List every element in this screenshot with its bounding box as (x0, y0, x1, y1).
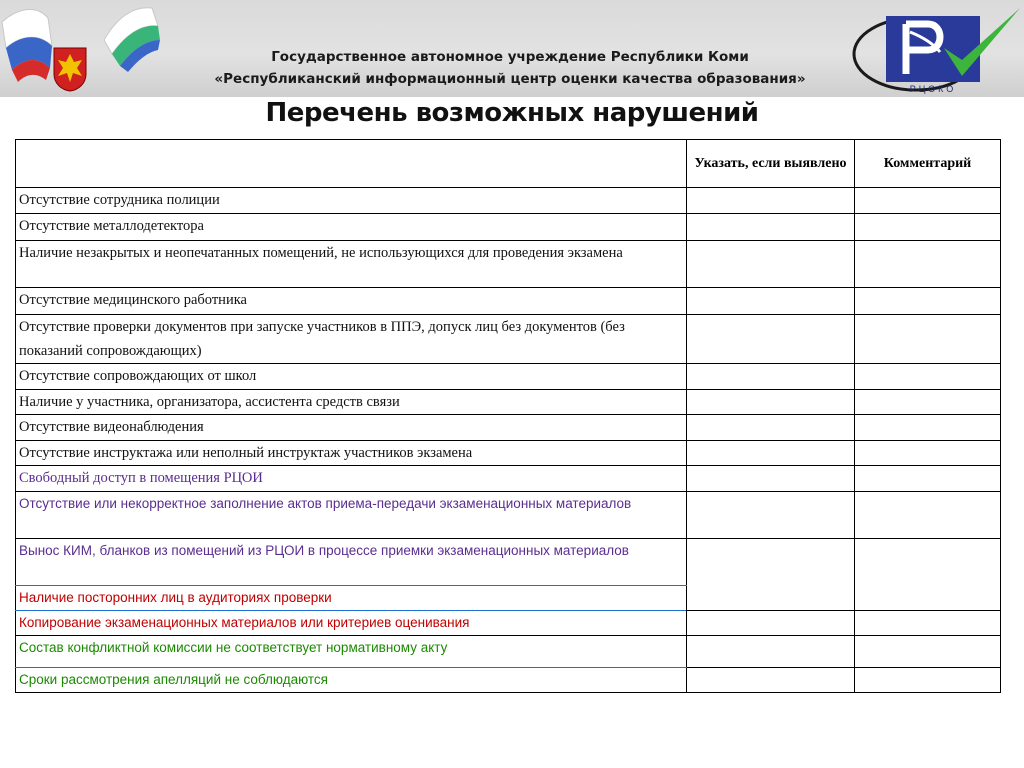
comment-cell[interactable] (855, 539, 1001, 611)
indicate-cell[interactable] (687, 492, 855, 539)
table-row (16, 390, 1001, 415)
table-row (16, 364, 1001, 390)
violation-text: Наличие незакрытых и неопечатанных помещений, не использующихся для проведения экзамена (16, 241, 687, 288)
comment-cell[interactable] (855, 415, 1001, 441)
table-row (16, 241, 1001, 288)
violation-text: Наличие у участника, организатора, ассистента средств связи (16, 390, 687, 415)
table-header-row (16, 140, 1001, 188)
violation-text: Наличие посторонних лиц в аудиториях проверки (16, 586, 687, 611)
indicate-cell[interactable] (687, 611, 855, 636)
indicate-cell[interactable] (687, 636, 855, 668)
violation-text: Состав конфликтной комиссии не соответствует нормативному акту (16, 636, 687, 668)
violation-text: Сроки рассмотрения апелляций не соблюдаются (16, 668, 687, 693)
table-row (16, 288, 1001, 315)
comment-cell[interactable] (855, 288, 1001, 315)
comment-cell[interactable] (855, 364, 1001, 390)
violation-text: Отсутствие инструктажа или неполный инструктаж участников экзамена (16, 441, 687, 466)
column-header-indicate: Указать, если выявлено (687, 140, 855, 188)
table-row (16, 315, 1001, 364)
indicate-cell[interactable] (687, 188, 855, 214)
table-row (16, 214, 1001, 241)
violation-text: Отсутствие сопровождающих от школ (16, 364, 687, 390)
column-header-comment: Комментарий (855, 140, 1001, 188)
organization-name: Государственное автономное учреждение Республики Коми (271, 49, 749, 65)
indicate-cell[interactable] (687, 466, 855, 492)
indicate-cell[interactable] (687, 415, 855, 441)
indicate-cell[interactable] (687, 364, 855, 390)
violation-text: Отсутствие или некорректное заполнение актов приема-передачи экзаменационных материалов (16, 492, 687, 539)
table-row (16, 611, 1001, 636)
column-header-violation (16, 140, 687, 188)
indicate-cell[interactable] (687, 539, 855, 611)
table-row (16, 188, 1001, 214)
violation-text: Отсутствие медицинского работника (16, 288, 687, 315)
indicate-cell[interactable] (687, 241, 855, 288)
violations-table (15, 139, 1001, 693)
comment-cell[interactable] (855, 611, 1001, 636)
table-row (16, 539, 1001, 586)
logo-caption: РЦОКО (909, 84, 957, 94)
table-row (16, 415, 1001, 441)
comment-cell[interactable] (855, 390, 1001, 415)
indicate-cell[interactable] (687, 390, 855, 415)
violation-text: Отсутствие металлодетектора (16, 214, 687, 241)
table-row (16, 668, 1001, 693)
violation-text: Свободный доступ в помещения РЦОИ (16, 466, 687, 492)
comment-cell[interactable] (855, 188, 1001, 214)
table-row (16, 636, 1001, 668)
table-row (16, 466, 1001, 492)
violation-text: Вынос КИМ, бланков из помещений из РЦОИ в процессе приемки экзаменационных материалов (16, 539, 687, 586)
violation-text: Отсутствие проверки документов при запуске участников в ППЭ, допуск лиц без документов (без показаний сопровождающих) (16, 315, 687, 364)
violation-text: Отсутствие видеонаблюдения (16, 415, 687, 441)
violation-text: Копирование экзаменационных материалов или критериев оценивания (16, 611, 687, 636)
indicate-cell[interactable] (687, 214, 855, 241)
comment-cell[interactable] (855, 441, 1001, 466)
comment-cell[interactable] (855, 241, 1001, 288)
indicate-cell[interactable] (687, 288, 855, 315)
table-row (16, 441, 1001, 466)
comment-cell[interactable] (855, 636, 1001, 668)
indicate-cell[interactable] (687, 315, 855, 364)
comment-cell[interactable] (855, 668, 1001, 693)
violation-text: Отсутствие сотрудника полиции (16, 188, 687, 214)
organization-full-name: «Республиканский информационный центр оценки качества образования» (214, 71, 806, 87)
comment-cell[interactable] (855, 492, 1001, 539)
comment-cell[interactable] (855, 214, 1001, 241)
indicate-cell[interactable] (687, 668, 855, 693)
comment-cell[interactable] (855, 466, 1001, 492)
table-row (16, 492, 1001, 539)
comment-cell[interactable] (855, 315, 1001, 364)
indicate-cell[interactable] (687, 441, 855, 466)
page-title: Перечень возможных нарушений (265, 98, 759, 128)
